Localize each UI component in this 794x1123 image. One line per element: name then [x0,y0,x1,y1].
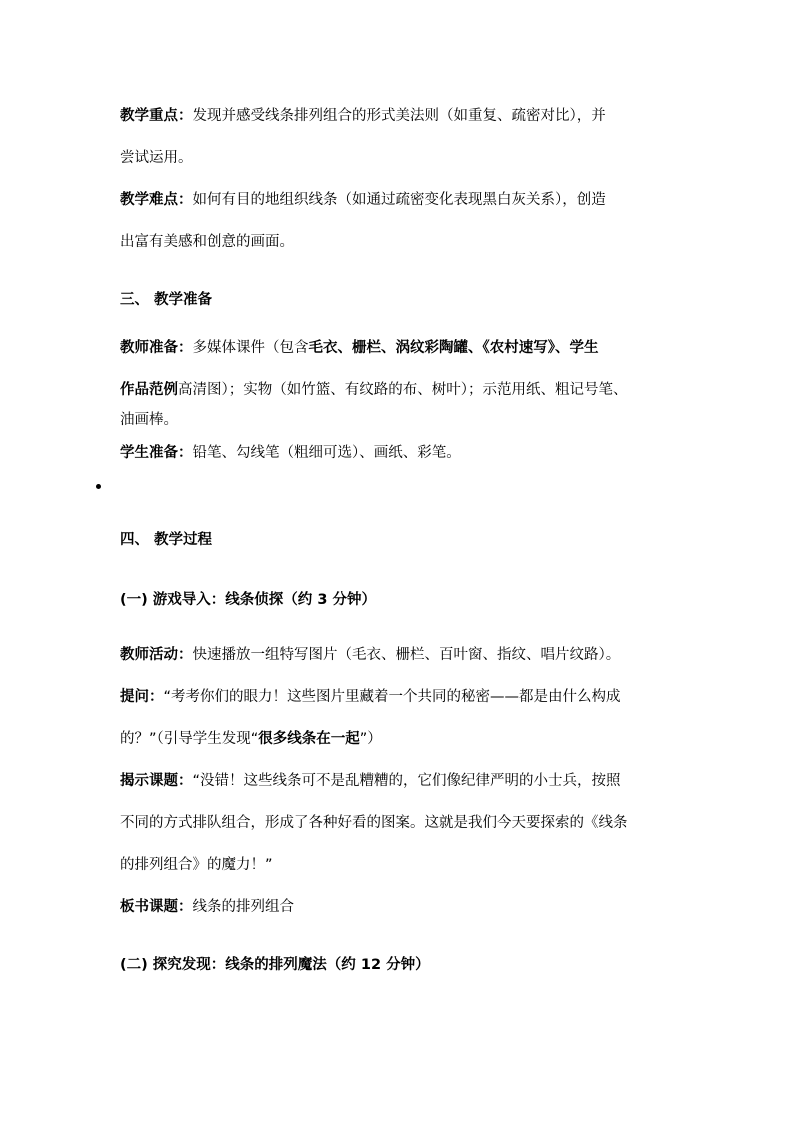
question-line-2 [120,729,680,749]
reveal-line-1 [120,771,680,791]
question-line-1 [120,687,680,707]
board-title-line [120,897,680,917]
list-bullet [96,484,101,489]
teaching-difficulty-line-1 [120,190,680,210]
reveal-line-3: 的排列组合》的魔力！” [120,857,273,873]
reveal-text: “没错！这些线条可不是乱糟糟的，它们像纪律严明的小士兵，按照 [192,773,621,789]
teaching-difficulty-label: 教学难点： [120,192,193,208]
part-2-heading: (二) 探究发现：线条的排列魔法（约 12 分钟） [120,957,430,973]
question-text2-a: 的？”（引导学生发现“ [120,731,259,747]
section-3-heading: 三、 教学准备 [120,292,213,308]
section-4-heading: 四、 教学过程 [120,532,213,548]
reveal-line-2: 不同的方式排队组合，形成了各种好看的图案。这就是我们今天要探索的《线条 [120,815,628,831]
teaching-difficulty-line-2: 出富有美感和创意的画面。 [120,234,294,250]
student-prep-line [120,443,680,463]
reveal-label: 揭示课题： [120,773,193,789]
question-label: 提问： [120,689,164,705]
teacher-prep-text-b: 毛衣、栅栏、涡纹彩陶罐、《农村速写》、学生 [308,340,599,356]
teacher-prep-line-3: 油画棒。 [120,412,178,428]
teacher-prep-line-2 [120,380,680,400]
student-prep-text: 铅笔、勾线笔（粗细可选）、画纸、彩笔。 [192,445,461,461]
teacher-activity-text: 快速播放一组特写图片（毛衣、栅栏、百叶窗、指纹、唱片纹路）。 [192,647,621,663]
question-text: “考考你们的眼力！这些图片里藏着一个共同的秘密——都是由什么构成 [163,689,621,705]
teacher-prep-text2-a: 作品范例 [120,382,178,398]
teacher-prep-text-a: 多媒体课件（包含 [192,340,309,356]
question-text2-b: 很多线条在一起 [258,731,360,747]
teaching-focus-label: 教学重点： [120,108,193,124]
question-text2-c: ”） [359,731,382,747]
teacher-prep-text2-b: 高清图）；实物（如竹篮、有纹路的布、树叶）；示范用纸、粗记号笔、 [178,382,628,398]
part-1-heading: (一) 游戏导入：线条侦探（约 3 分钟） [120,592,376,608]
teacher-activity-label: 教师活动： [120,647,193,663]
teaching-focus-line-2: 尝试运用。 [120,150,193,166]
student-prep-label: 学生准备： [120,445,193,461]
teaching-focus-line-1 [120,106,680,126]
teacher-prep-label: 教师准备： [120,340,193,356]
teacher-activity-line [120,645,680,665]
teaching-focus-text: 发现并感受线条排列组合的形式美法则（如重复、疏密对比），并 [192,108,606,124]
teacher-prep-line-1 [120,338,680,358]
teaching-difficulty-text: 如何有目的地组织线条（如通过疏密变化表现黑白灰关系），创造 [192,192,606,208]
board-label: 板书课题： [120,899,193,915]
board-text: 线条的排列组合 [192,899,294,915]
